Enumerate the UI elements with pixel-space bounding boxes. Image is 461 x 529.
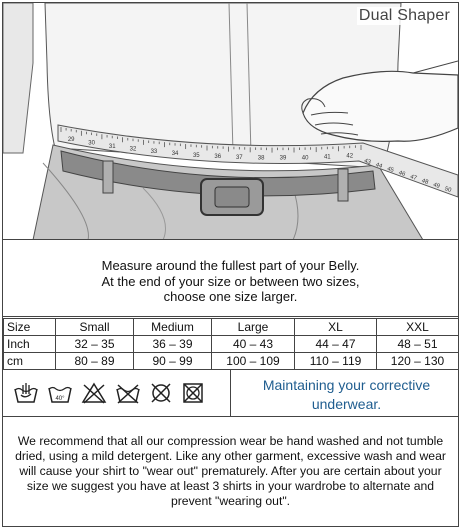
instruction-line-1: Measure around the fullest part of your Belly.	[101, 258, 360, 273]
table-cell: Small	[56, 319, 134, 336]
table-cell: Size	[4, 319, 56, 336]
table-cell: 36 – 39	[134, 336, 212, 353]
tape-number: 32	[129, 146, 137, 153]
tape-number: 29	[67, 136, 75, 143]
table-cell: 44 – 47	[295, 336, 377, 353]
no-bleach-icon	[81, 382, 107, 404]
tape-number: 31	[108, 143, 116, 150]
table-cell: 80 – 89	[56, 353, 134, 370]
table-cell: 40 – 43	[212, 336, 295, 353]
care-icons-group	[3, 370, 231, 417]
table-cell: Medium	[134, 319, 212, 336]
tape-number: 30	[88, 140, 95, 147]
tape-number: 33	[150, 149, 158, 156]
table-cell: Large	[212, 319, 295, 336]
table-cell: 100 – 109	[212, 353, 295, 370]
table-cell: 90 – 99	[134, 353, 212, 370]
recommendation-text: We recommend that all our compression wear be hand washed and not tumble dried, using a mild detergent. Like any other garment, excessive wash and wear will cause your shirt to "wear out" prematurely. After you are certain about your size we suggest you have at least 3 shirts in your wardrobe to alternate and prevent "wearing out".	[15, 434, 446, 508]
tape-number: 42	[346, 153, 354, 160]
tape-number: 34	[171, 151, 179, 158]
tape-number: 38	[257, 155, 265, 162]
instruction-line-2: At the end of your size or between two sizes,	[101, 273, 360, 289]
slogan-line-1: Maintaining your corrective	[262, 377, 431, 393]
instruction-line-3: choose one size larger.	[163, 289, 298, 304]
table-cell: 120 – 130	[377, 353, 459, 370]
tape-number: 39	[279, 155, 287, 162]
size-chart-table	[3, 318, 459, 370]
care-recommendation	[3, 418, 458, 526]
table-header-row	[4, 319, 459, 336]
brand-name: Dual Shaper	[358, 7, 450, 24]
tape-number: 47	[409, 174, 418, 182]
table-cell: cm	[4, 353, 56, 370]
wash-40-icon	[47, 382, 73, 404]
slogan-line-2: underwear.	[311, 396, 382, 412]
no-machine-dry-icon	[181, 382, 205, 404]
table-cell: Inch	[4, 336, 56, 353]
tape-number: 50	[443, 186, 452, 194]
tape-number: 48	[420, 178, 429, 186]
tape-number: 36	[214, 154, 222, 161]
hand-wash-icon	[13, 382, 39, 404]
belly-measurement-drawing	[3, 3, 458, 240]
care-slogan	[235, 370, 458, 417]
wash-temperature-label: 40°	[55, 396, 65, 402]
tape-number: 46	[397, 170, 406, 178]
table-cell: 32 – 35	[56, 336, 134, 353]
measuring-instructions	[3, 241, 458, 317]
tape-number: 44	[374, 162, 383, 170]
table-cell: 48 – 51	[377, 336, 459, 353]
table-row	[4, 336, 459, 353]
table-cell: 110 – 119	[295, 353, 377, 370]
tape-number: 35	[192, 152, 200, 159]
table-cell: XXL	[377, 319, 459, 336]
care-section	[3, 370, 458, 417]
measuring-illustration	[3, 3, 458, 240]
tape-number: 43	[363, 158, 372, 166]
tape-number: 41	[323, 154, 331, 161]
table-row	[4, 353, 459, 370]
tape-number: 45	[386, 166, 395, 174]
tape-number: 49	[432, 182, 441, 190]
tape-number: 40	[301, 155, 309, 162]
table-cell: XL	[295, 319, 377, 336]
no-dry-clean-icon	[149, 382, 173, 404]
no-tumble-dry-icon	[115, 382, 141, 404]
tape-number: 37	[235, 154, 243, 161]
